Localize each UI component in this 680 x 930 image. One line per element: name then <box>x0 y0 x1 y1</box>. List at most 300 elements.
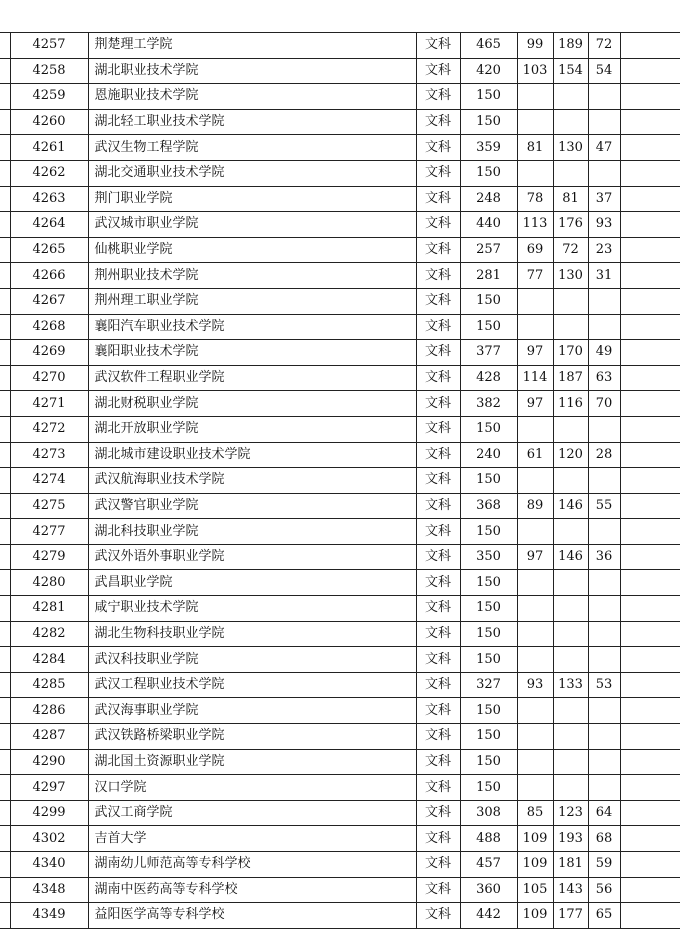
school-code-cell: 4270 <box>10 365 88 391</box>
row-margin-cell <box>0 468 10 494</box>
value-b-cell: 146 <box>553 493 588 519</box>
plan-count-cell: 257 <box>460 237 517 263</box>
table-row <box>0 416 680 442</box>
plan-count-cell: 350 <box>460 544 517 570</box>
subject-type-cell: 文科 <box>416 365 460 391</box>
value-a-cell: 105 <box>517 877 553 903</box>
value-b-cell: 177 <box>553 903 588 929</box>
school-code-cell: 4265 <box>10 237 88 263</box>
plan-count-cell: 281 <box>460 263 517 289</box>
table-row <box>0 852 680 878</box>
table-row <box>0 800 680 826</box>
value-a-cell: 77 <box>517 263 553 289</box>
school-name-cell: 襄阳汽车职业技术学院 <box>88 314 416 340</box>
table-row <box>0 442 680 468</box>
plan-count-cell: 308 <box>460 800 517 826</box>
school-name-cell: 武汉铁路桥梁职业学院 <box>88 724 416 750</box>
school-name-cell: 湖北轻工职业技术学院 <box>88 109 416 135</box>
trailing-empty-cell <box>620 493 680 519</box>
trailing-empty-cell <box>620 416 680 442</box>
trailing-empty-cell <box>620 160 680 186</box>
subject-type-cell: 文科 <box>416 647 460 673</box>
trailing-empty-cell <box>620 58 680 84</box>
value-b-cell: 154 <box>553 58 588 84</box>
plan-count-cell: 382 <box>460 391 517 417</box>
school-name-cell: 湖南幼儿师范高等专科学校 <box>88 852 416 878</box>
table-row <box>0 877 680 903</box>
school-name-cell: 湖北职业技术学院 <box>88 58 416 84</box>
school-code-cell: 4260 <box>10 109 88 135</box>
value-b-cell <box>553 314 588 340</box>
subject-type-cell: 文科 <box>416 775 460 801</box>
row-margin-cell <box>0 263 10 289</box>
school-code-cell: 4269 <box>10 340 88 366</box>
school-code-cell: 4290 <box>10 749 88 775</box>
trailing-empty-cell <box>620 749 680 775</box>
school-code-cell: 4268 <box>10 314 88 340</box>
table-row <box>0 749 680 775</box>
table-row <box>0 647 680 673</box>
value-a-cell <box>517 468 553 494</box>
value-a-cell <box>517 84 553 110</box>
subject-type-cell: 文科 <box>416 800 460 826</box>
school-name-cell: 恩施职业技术学院 <box>88 84 416 110</box>
row-margin-cell <box>0 109 10 135</box>
value-c-cell: 37 <box>588 186 620 212</box>
trailing-empty-cell <box>620 84 680 110</box>
row-margin-cell <box>0 672 10 698</box>
value-a-cell <box>517 647 553 673</box>
value-c-cell: 31 <box>588 263 620 289</box>
value-a-cell: 97 <box>517 340 553 366</box>
plan-count-cell: 442 <box>460 903 517 929</box>
school-name-cell: 武汉工程职业技术学院 <box>88 672 416 698</box>
trailing-empty-cell <box>620 903 680 929</box>
trailing-empty-cell <box>620 826 680 852</box>
plan-count-cell: 150 <box>460 314 517 340</box>
plan-count-cell: 150 <box>460 596 517 622</box>
plan-count-cell: 359 <box>460 135 517 161</box>
trailing-empty-cell <box>620 33 680 59</box>
trailing-empty-cell <box>620 621 680 647</box>
subject-type-cell: 文科 <box>416 33 460 59</box>
subject-type-cell: 文科 <box>416 135 460 161</box>
value-a-cell: 89 <box>517 493 553 519</box>
trailing-empty-cell <box>620 391 680 417</box>
value-a-cell: 99 <box>517 33 553 59</box>
value-a-cell <box>517 596 553 622</box>
row-margin-cell <box>0 877 10 903</box>
value-c-cell <box>588 160 620 186</box>
value-c-cell <box>588 288 620 314</box>
value-b-cell: 176 <box>553 212 588 238</box>
school-code-cell: 4282 <box>10 621 88 647</box>
plan-count-cell: 150 <box>460 698 517 724</box>
school-code-cell: 4280 <box>10 570 88 596</box>
subject-type-cell: 文科 <box>416 212 460 238</box>
subject-type-cell: 文科 <box>416 84 460 110</box>
school-code-cell: 4349 <box>10 903 88 929</box>
value-b-cell: 130 <box>553 263 588 289</box>
school-code-cell: 4297 <box>10 775 88 801</box>
school-name-cell: 湖北科技职业学院 <box>88 519 416 545</box>
plan-count-cell: 150 <box>460 109 517 135</box>
score-table-sheet <box>0 32 680 929</box>
value-b-cell: 181 <box>553 852 588 878</box>
school-code-cell: 4264 <box>10 212 88 238</box>
value-c-cell <box>588 109 620 135</box>
value-b-cell <box>553 519 588 545</box>
value-b-cell <box>553 160 588 186</box>
trailing-empty-cell <box>620 340 680 366</box>
value-a-cell: 78 <box>517 186 553 212</box>
value-b-cell: 130 <box>553 135 588 161</box>
table-row <box>0 212 680 238</box>
trailing-empty-cell <box>620 237 680 263</box>
value-b-cell: 170 <box>553 340 588 366</box>
value-a-cell: 114 <box>517 365 553 391</box>
value-c-cell: 68 <box>588 826 620 852</box>
row-margin-cell <box>0 84 10 110</box>
value-b-cell <box>553 724 588 750</box>
value-a-cell <box>517 775 553 801</box>
row-margin-cell <box>0 340 10 366</box>
plan-count-cell: 150 <box>460 288 517 314</box>
row-margin-cell <box>0 749 10 775</box>
school-name-cell: 湖北国土资源职业学院 <box>88 749 416 775</box>
value-a-cell <box>517 314 553 340</box>
school-code-cell: 4287 <box>10 724 88 750</box>
value-c-cell: 65 <box>588 903 620 929</box>
value-c-cell: 23 <box>588 237 620 263</box>
row-margin-cell <box>0 519 10 545</box>
value-c-cell <box>588 775 620 801</box>
value-a-cell: 103 <box>517 58 553 84</box>
trailing-empty-cell <box>620 877 680 903</box>
school-code-cell: 4267 <box>10 288 88 314</box>
school-code-cell: 4286 <box>10 698 88 724</box>
value-a-cell <box>517 416 553 442</box>
row-margin-cell <box>0 314 10 340</box>
value-c-cell <box>588 647 620 673</box>
value-a-cell: 109 <box>517 826 553 852</box>
school-name-cell: 益阳医学高等专科学校 <box>88 903 416 929</box>
table-row <box>0 340 680 366</box>
value-b-cell <box>553 698 588 724</box>
school-code-cell: 4281 <box>10 596 88 622</box>
value-b-cell <box>553 596 588 622</box>
school-code-cell: 4258 <box>10 58 88 84</box>
school-code-cell: 4271 <box>10 391 88 417</box>
trailing-empty-cell <box>620 212 680 238</box>
table-row <box>0 672 680 698</box>
subject-type-cell: 文科 <box>416 468 460 494</box>
trailing-empty-cell <box>620 724 680 750</box>
school-code-cell: 4266 <box>10 263 88 289</box>
row-margin-cell <box>0 212 10 238</box>
value-b-cell: 146 <box>553 544 588 570</box>
table-row <box>0 493 680 519</box>
plan-count-cell: 360 <box>460 877 517 903</box>
value-c-cell <box>588 698 620 724</box>
row-margin-cell <box>0 391 10 417</box>
row-margin-cell <box>0 698 10 724</box>
row-margin-cell <box>0 237 10 263</box>
trailing-empty-cell <box>620 365 680 391</box>
trailing-empty-cell <box>620 468 680 494</box>
trailing-empty-cell <box>620 647 680 673</box>
plan-count-cell: 327 <box>460 672 517 698</box>
subject-type-cell: 文科 <box>416 160 460 186</box>
school-name-cell: 汉口学院 <box>88 775 416 801</box>
school-name-cell: 荆州理工职业学院 <box>88 288 416 314</box>
school-name-cell: 湖南中医药高等专科学校 <box>88 877 416 903</box>
plan-count-cell: 150 <box>460 647 517 673</box>
subject-type-cell: 文科 <box>416 672 460 698</box>
table-row <box>0 314 680 340</box>
school-code-cell: 4261 <box>10 135 88 161</box>
table-row <box>0 903 680 929</box>
value-c-cell <box>588 621 620 647</box>
table-row <box>0 263 680 289</box>
value-b-cell: 81 <box>553 186 588 212</box>
school-code-cell: 4284 <box>10 647 88 673</box>
table-row <box>0 621 680 647</box>
value-b-cell <box>553 570 588 596</box>
value-b-cell <box>553 621 588 647</box>
school-code-cell: 4272 <box>10 416 88 442</box>
row-margin-cell <box>0 903 10 929</box>
subject-type-cell: 文科 <box>416 570 460 596</box>
row-margin-cell <box>0 800 10 826</box>
school-code-cell: 4275 <box>10 493 88 519</box>
school-name-cell: 湖北开放职业学院 <box>88 416 416 442</box>
value-c-cell: 54 <box>588 58 620 84</box>
table-row <box>0 596 680 622</box>
value-c-cell <box>588 314 620 340</box>
value-b-cell: 123 <box>553 800 588 826</box>
value-b-cell <box>553 468 588 494</box>
plan-count-cell: 150 <box>460 160 517 186</box>
plan-count-cell: 150 <box>460 724 517 750</box>
trailing-empty-cell <box>620 442 680 468</box>
value-b-cell: 187 <box>553 365 588 391</box>
value-c-cell <box>588 724 620 750</box>
subject-type-cell: 文科 <box>416 596 460 622</box>
school-name-cell: 武汉外语外事职业学院 <box>88 544 416 570</box>
school-name-cell: 咸宁职业技术学院 <box>88 596 416 622</box>
value-a-cell <box>517 749 553 775</box>
plan-count-cell: 150 <box>460 468 517 494</box>
value-a-cell: 93 <box>517 672 553 698</box>
value-c-cell: 63 <box>588 365 620 391</box>
value-b-cell: 133 <box>553 672 588 698</box>
value-a-cell <box>517 724 553 750</box>
value-b-cell: 143 <box>553 877 588 903</box>
trailing-empty-cell <box>620 672 680 698</box>
table-row <box>0 109 680 135</box>
row-margin-cell <box>0 33 10 59</box>
table-row <box>0 237 680 263</box>
plan-count-cell: 457 <box>460 852 517 878</box>
table-row <box>0 58 680 84</box>
school-name-cell: 武汉警官职业学院 <box>88 493 416 519</box>
value-c-cell: 28 <box>588 442 620 468</box>
subject-type-cell: 文科 <box>416 519 460 545</box>
school-code-cell: 4259 <box>10 84 88 110</box>
value-b-cell: 189 <box>553 33 588 59</box>
value-a-cell: 109 <box>517 852 553 878</box>
subject-type-cell: 文科 <box>416 237 460 263</box>
school-name-cell: 湖北交通职业技术学院 <box>88 160 416 186</box>
plan-count-cell: 150 <box>460 775 517 801</box>
school-name-cell: 武汉生物工程学院 <box>88 135 416 161</box>
school-name-cell: 荆门职业学院 <box>88 186 416 212</box>
row-margin-cell <box>0 544 10 570</box>
school-name-cell: 武昌职业学院 <box>88 570 416 596</box>
row-margin-cell <box>0 186 10 212</box>
school-code-cell: 4262 <box>10 160 88 186</box>
value-c-cell: 72 <box>588 33 620 59</box>
trailing-empty-cell <box>620 288 680 314</box>
school-name-cell: 襄阳职业技术学院 <box>88 340 416 366</box>
value-a-cell: 69 <box>517 237 553 263</box>
school-code-cell: 4273 <box>10 442 88 468</box>
value-a-cell <box>517 519 553 545</box>
subject-type-cell: 文科 <box>416 442 460 468</box>
school-code-cell: 4285 <box>10 672 88 698</box>
subject-type-cell: 文科 <box>416 877 460 903</box>
plan-count-cell: 420 <box>460 58 517 84</box>
value-b-cell <box>553 288 588 314</box>
table-row <box>0 544 680 570</box>
table-row <box>0 135 680 161</box>
school-name-cell: 湖北财税职业学院 <box>88 391 416 417</box>
value-c-cell <box>588 596 620 622</box>
row-margin-cell <box>0 493 10 519</box>
subject-type-cell: 文科 <box>416 314 460 340</box>
subject-type-cell: 文科 <box>416 391 460 417</box>
subject-type-cell: 文科 <box>416 826 460 852</box>
row-margin-cell <box>0 775 10 801</box>
subject-type-cell: 文科 <box>416 852 460 878</box>
table-row <box>0 160 680 186</box>
trailing-empty-cell <box>620 109 680 135</box>
value-b-cell <box>553 109 588 135</box>
row-margin-cell <box>0 160 10 186</box>
plan-count-cell: 150 <box>460 416 517 442</box>
plan-count-cell: 150 <box>460 519 517 545</box>
plan-count-cell: 488 <box>460 826 517 852</box>
table-row <box>0 288 680 314</box>
school-name-cell: 湖北城市建设职业技术学院 <box>88 442 416 468</box>
school-name-cell: 吉首大学 <box>88 826 416 852</box>
subject-type-cell: 文科 <box>416 186 460 212</box>
value-a-cell <box>517 288 553 314</box>
trailing-empty-cell <box>620 186 680 212</box>
plan-count-cell: 440 <box>460 212 517 238</box>
plan-count-cell: 465 <box>460 33 517 59</box>
table-row <box>0 84 680 110</box>
school-name-cell: 荆楚理工学院 <box>88 33 416 59</box>
subject-type-cell: 文科 <box>416 263 460 289</box>
value-c-cell <box>588 570 620 596</box>
admission-score-table <box>0 32 680 929</box>
value-c-cell: 47 <box>588 135 620 161</box>
value-c-cell <box>588 468 620 494</box>
value-c-cell: 56 <box>588 877 620 903</box>
value-c-cell <box>588 749 620 775</box>
subject-type-cell: 文科 <box>416 749 460 775</box>
school-name-cell: 武汉海事职业学院 <box>88 698 416 724</box>
value-c-cell: 49 <box>588 340 620 366</box>
table-row <box>0 724 680 750</box>
table-row <box>0 519 680 545</box>
school-name-cell: 武汉城市职业学院 <box>88 212 416 238</box>
table-row <box>0 775 680 801</box>
row-margin-cell <box>0 365 10 391</box>
table-row <box>0 570 680 596</box>
value-a-cell <box>517 109 553 135</box>
school-code-cell: 4348 <box>10 877 88 903</box>
trailing-empty-cell <box>620 570 680 596</box>
row-margin-cell <box>0 852 10 878</box>
value-c-cell: 59 <box>588 852 620 878</box>
school-name-cell: 湖北生物科技职业学院 <box>88 621 416 647</box>
school-code-cell: 4277 <box>10 519 88 545</box>
subject-type-cell: 文科 <box>416 903 460 929</box>
school-name-cell: 武汉工商学院 <box>88 800 416 826</box>
row-margin-cell <box>0 135 10 161</box>
value-a-cell: 109 <box>517 903 553 929</box>
plan-count-cell: 150 <box>460 749 517 775</box>
plan-count-cell: 428 <box>460 365 517 391</box>
value-c-cell: 53 <box>588 672 620 698</box>
row-margin-cell <box>0 570 10 596</box>
value-a-cell: 97 <box>517 391 553 417</box>
trailing-empty-cell <box>620 698 680 724</box>
school-name-cell: 武汉软件工程职业学院 <box>88 365 416 391</box>
trailing-empty-cell <box>620 263 680 289</box>
table-body <box>0 33 680 929</box>
trailing-empty-cell <box>620 852 680 878</box>
school-name-cell: 荆州职业技术学院 <box>88 263 416 289</box>
table-row <box>0 826 680 852</box>
row-margin-cell <box>0 621 10 647</box>
value-a-cell: 113 <box>517 212 553 238</box>
row-margin-cell <box>0 596 10 622</box>
value-c-cell <box>588 519 620 545</box>
plan-count-cell: 368 <box>460 493 517 519</box>
value-a-cell <box>517 570 553 596</box>
trailing-empty-cell <box>620 135 680 161</box>
subject-type-cell: 文科 <box>416 58 460 84</box>
school-name-cell: 武汉科技职业学院 <box>88 647 416 673</box>
subject-type-cell: 文科 <box>416 340 460 366</box>
table-row <box>0 391 680 417</box>
value-c-cell: 36 <box>588 544 620 570</box>
school-code-cell: 4257 <box>10 33 88 59</box>
school-code-cell: 4340 <box>10 852 88 878</box>
value-a-cell <box>517 160 553 186</box>
plan-count-cell: 150 <box>460 570 517 596</box>
value-b-cell <box>553 647 588 673</box>
table-row <box>0 33 680 59</box>
row-margin-cell <box>0 647 10 673</box>
row-margin-cell <box>0 416 10 442</box>
subject-type-cell: 文科 <box>416 724 460 750</box>
value-a-cell <box>517 621 553 647</box>
